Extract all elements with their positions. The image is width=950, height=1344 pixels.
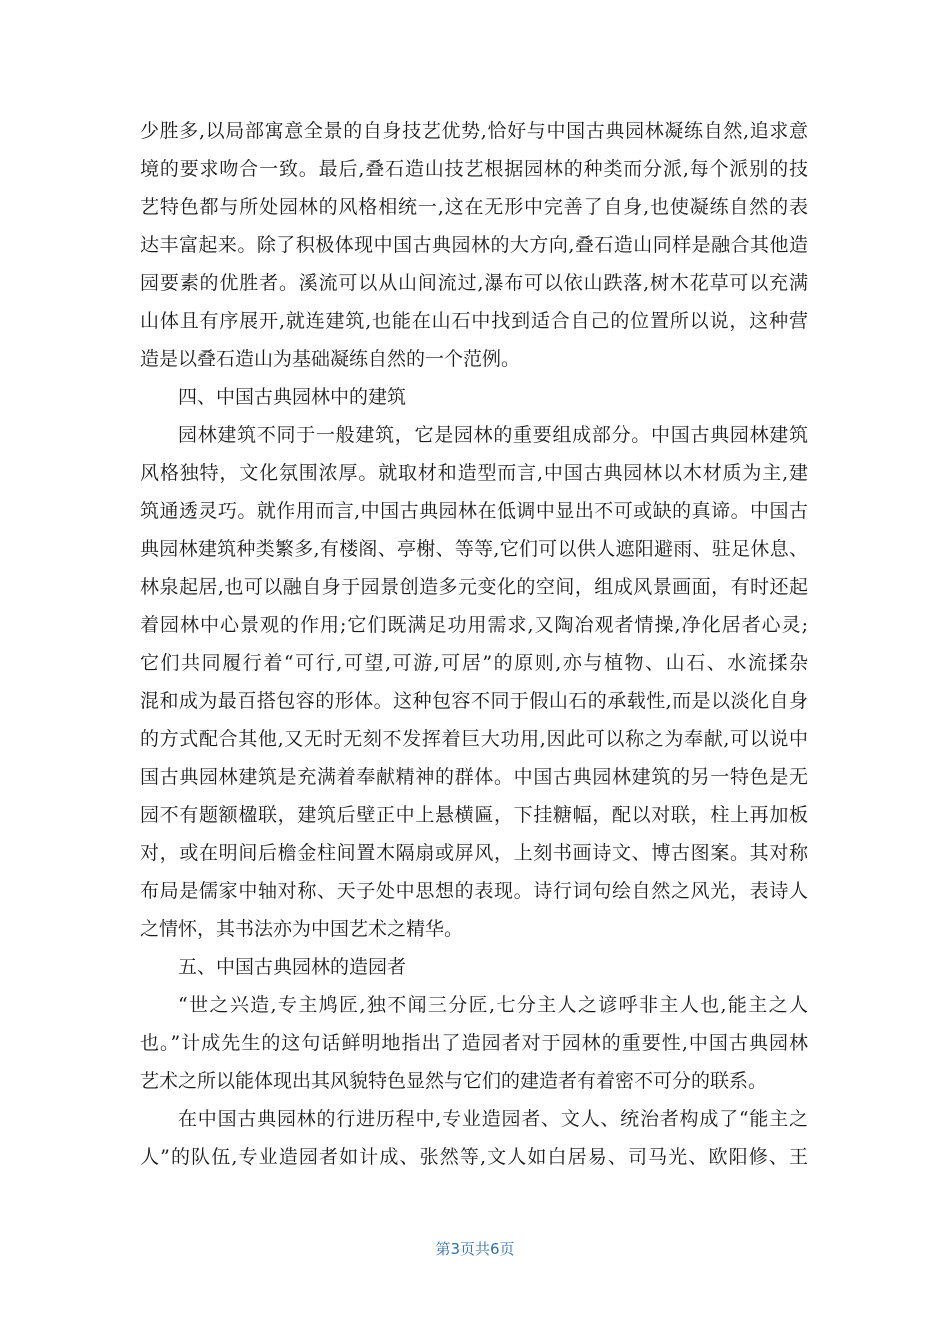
text-line: 在中国古典园林的行进历程中,专业造园者、文人、统治者构成了“能主之 (178, 1108, 808, 1130)
text-line: 也。”计成先生的这句话鲜明地指出了造园者对于园林的重要性,中国古典园林 (140, 1032, 808, 1054)
text-line: 达丰富起来。除了积极体现中国古典园林的大方向,叠石造山同样是融合其他造 (140, 234, 808, 256)
text-line: 风格独特，文化氛围浓厚。就取材和造型而言,中国古典园林以木材质为主,建 (140, 462, 808, 484)
text-line: 五、中国古典园林的造园者 (178, 956, 407, 978)
text-line: 少胜多,以局部寓意全景的自身技艺优势,恰好与中国古典园林凝练自然,追求意 (140, 120, 808, 142)
text-line: 四、中国古典园林中的建筑 (178, 386, 407, 408)
text-line: 园林建筑不同于一般建筑，它是园林的重要组成部分。中国古典园林建筑 (178, 424, 808, 446)
text-line: 造是以叠石造山为基础凝练自然的一个范例。 (140, 348, 521, 370)
text-line: 着园林中心景观的作用;它们既满足功用需求,又陶冶观者情操,净化居者心灵; (140, 614, 808, 636)
text-line: 境的要求吻合一致。最后,叠石造山技艺根据园林的种类而分派,每个派别的技 (140, 158, 808, 180)
text-line: 的方式配合其他,又无时无刻不发挥着巨大功用,因此可以称之为奉献,可以说中 (140, 728, 808, 750)
text-line: 混和成为最百搭包容的形体。这种包容不同于假山石的承载性,而是以淡化自身 (140, 690, 808, 712)
text-line: 之情怀，其书法亦为中国艺术之精华。 (140, 918, 464, 940)
document-body (140, 112, 808, 1176)
text-line: 园要素的优胜者。溪流可以从山间流过,瀑布可以依山跌落,树木花草可以充满 (140, 272, 808, 294)
page-number-footer: 第3页共6页 (435, 1240, 515, 1258)
text-line: “世之兴造,专主鸠匠,独不闻三分匠,七分主人之谚呼非主人也,能主之人 (178, 994, 808, 1016)
text-line: 林泉起居,也可以融自身于园景创造多元变化的空间，组成风景画面，有时还起 (140, 576, 808, 598)
text-line: 对，或在明间后檐金柱间置木隔扇或屏风，上刻书画诗文、博古图案。其对称 (140, 842, 808, 864)
text-line: 它们共同履行着“可行,可望,可游,可居”的原则,亦与植物、山石、水流揉杂 (140, 652, 808, 674)
text-line: 人”的队伍,专业造园者如计成、张然等,文人如白居易、司马光、欧阳修、王 (140, 1146, 808, 1168)
text-line: 国古典园林建筑是充满着奉献精神的群体。中国古典园林建筑的另一特色是无 (140, 766, 808, 788)
text-line: 艺特色都与所处园林的风格相统一,这在无形中完善了自身,也使凝练自然的表 (140, 196, 808, 218)
text-line: 筑通透灵巧。就作用而言,中国古典园林在低调中显出不可或缺的真谛。中国古 (140, 500, 808, 522)
text-line: 艺术之所以能体现出其风貌特色显然与它们的建造者有着密不可分的联系。 (140, 1070, 768, 1092)
text-line: 布局是儒家中轴对称、天子处中思想的表现。诗行词句绘自然之风光，表诗人 (140, 880, 808, 902)
text-line: 山体且有序展开,就连建筑,也能在山石中找到适合自己的位置所以说，这种营 (140, 310, 808, 332)
text-line: 园不有题额楹联，建筑后壁正中上悬横匾，下挂糖幅，配以对联，柱上再加板 (140, 804, 808, 826)
text-line: 典园林建筑种类繁多,有楼阁、亭榭、等等,它们可以供人遮阳避雨、驻足休息、 (140, 538, 808, 560)
